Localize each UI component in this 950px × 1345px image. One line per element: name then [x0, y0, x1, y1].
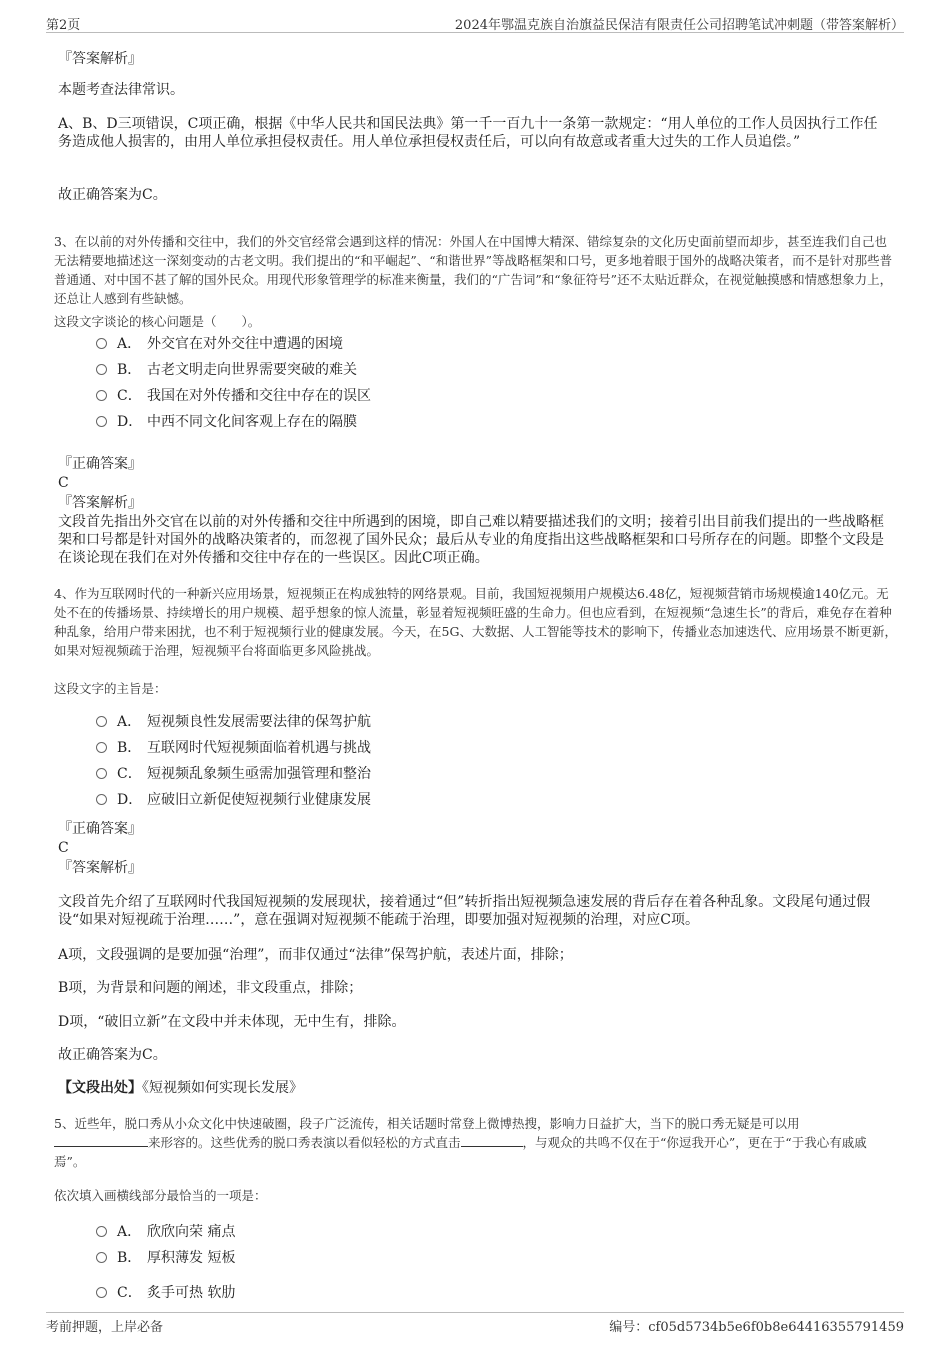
option-text: 炙手可热 软肋 — [147, 1285, 236, 1301]
q2-analysis-p1: 本题考查法律常识。 — [58, 82, 184, 98]
code-value: cf05d5734b5e6f0b8e64416355791459 — [648, 1320, 904, 1335]
radio-icon[interactable] — [96, 1287, 107, 1298]
code-label: 编号： — [609, 1320, 649, 1335]
q3-option-b[interactable] — [96, 360, 357, 380]
option-key: A． — [117, 1224, 142, 1240]
option-text: 古老文明走向世界需要突破的难关 — [147, 362, 357, 378]
option-key: D． — [117, 414, 143, 430]
radio-icon[interactable] — [96, 416, 107, 427]
option-key: A． — [117, 714, 142, 730]
option-key: B． — [117, 1250, 142, 1266]
option-text: 短视频乱象频生亟需加强管理和整治 — [147, 766, 371, 782]
document-code — [609, 1316, 904, 1335]
option-key: A． — [117, 336, 142, 352]
radio-icon[interactable] — [96, 768, 107, 779]
option-key: C． — [117, 388, 142, 404]
q3-option-d[interactable] — [96, 412, 357, 432]
source-title: 《短视频如何实现长发展》 — [142, 1080, 303, 1096]
q4-answer: C — [58, 840, 69, 856]
q4-stem: 4、作为互联网时代的一种新兴应用场景，短视频正在构成独特的网络景观。目前，我国短视频用户规模达6.48亿，短视频营销市场规模逾140亿元。无处不在的传播场景、持续增长的用户规模、超乎想象的惊人流量，彰显着短视频旺盛的生命力。但也应看到，在短视频“急速生长”的背后，难免存在着种种乱象，给用户带来困扰，也不利于短视频行业的健康发展。今天，在5G、大数据、人工智能等技术的影响下，传播业态加速迭代、应用场景不断更新，如果对短视频疏于治理，短视频平台将面临更多风险挑战。 — [54, 586, 897, 658]
option-text: 中西不同文化间客观上存在的隔膜 — [147, 414, 357, 430]
q5-stem-part3: ，与观众的共鸣不仅在于“你逗我开心”，更在于“于我心有戚戚焉”。 — [54, 1135, 867, 1169]
q3-option-a[interactable] — [96, 334, 343, 354]
page-header — [46, 14, 904, 33]
q4-analysis-p3: B项，为背景和问题的阐述，非文段重点，排除； — [58, 980, 363, 996]
radio-icon[interactable] — [96, 794, 107, 805]
option-text: 互联网时代短视频面临着机遇与挑战 — [147, 740, 371, 756]
page-number: 第2页 — [46, 18, 81, 33]
q5-blank-2 — [461, 1134, 523, 1147]
q4-option-c[interactable] — [96, 764, 371, 784]
radio-icon[interactable] — [96, 1226, 107, 1237]
q3-analysis: 文段首先指出外交官在以前的对外传播和交往中所遇到的困境，即自己难以精要描述我们的文明；接着引出目前我们提出的一些战略框架和口号都是针对国外的战略决策者的，而忽视了国外民众；最后从专业的角度指出这些战略框架和口号所存在的问题。即整个文段是在谈论现在我们在对外传播和交往中存在的一些误区。因此C项正确。 — [58, 514, 884, 566]
q4-analysis-title: 『答案解析』 — [58, 860, 142, 876]
radio-icon[interactable] — [96, 338, 107, 349]
q5-option-b[interactable] — [96, 1248, 235, 1268]
q3-stem: 3、在以前的对外传播和交往中，我们的外交官经常会遇到这样的情况：外国人在中国博大精深、错综复杂的文化历史面前望而却步，甚至连我们自己也无法精要地描述这一深刻变动的古老文明。我们提出的“和平崛起”、“和谐世界”等战略框架和口号，更多地着眼于国外的战略决策者，而不是针对那些普普通通、对中国不甚了解的国外民众。用现代形象管理学的标准来衡量，我们的“广告词”和“象征符号”还不太贴近群众，在视觉触摸感和情感想象力上，还总让人感到有些缺憾。 — [54, 234, 893, 306]
radio-icon[interactable] — [96, 716, 107, 727]
option-key: B． — [117, 740, 142, 756]
q4-analysis-p5: 故正确答案为C。 — [58, 1047, 167, 1063]
q4-analysis-p2: A项，文段强调的是要加强“治理”，而非仅通过“法律”保驾护航，表述片面，排除； — [58, 947, 573, 963]
q5-stem-part1: 5、近些年，脱口秀从小众文化中快速破圈，段子广泛流传，相关话题时常登上微博热搜，影响力日益扩大，当下的脱口秀无疑是可以用 — [54, 1116, 800, 1131]
q4-answer-title: 『正确答案』 — [58, 821, 142, 837]
q4-source — [58, 1079, 888, 1097]
q5-stem-part2: 来形容的。这些优秀的脱口秀表演以看似轻松的方式直击 — [148, 1135, 461, 1150]
q3-answer-title: 『正确答案』 — [58, 456, 142, 472]
q5-blank-1 — [54, 1134, 148, 1147]
footer-slogan: 考前押题，上岸必备 — [46, 1320, 164, 1335]
q5-stem — [54, 1114, 898, 1171]
option-text: 应破旧立新促使短视频行业健康发展 — [147, 792, 371, 808]
q4-option-a[interactable] — [96, 712, 371, 732]
radio-icon[interactable] — [96, 364, 107, 375]
document-title: 2024年鄂温克族自治旗益民保洁有限责任公司招聘笔试冲刺题（带答案解析） — [454, 18, 904, 33]
q2-analysis-p2: A、B、D三项错误，C项正确，根据《中华人民共和国民法典》第一千一百九十一条第一款规定：“用人单位的工作人员因执行工作任务造成他人损害的，由用人单位承担侵权责任。用人单位承担侵权责任后，可以向有故意或者重大过失的工作人员追偿。” — [58, 116, 878, 150]
option-text: 外交官在对外交往中遭遇的困境 — [147, 336, 343, 352]
q5-question: 依次填入画横线部分最恰当的一项是： — [54, 1188, 267, 1203]
q4-analysis-p1: 文段首先介绍了互联网时代我国短视频的发展现状，接着通过“但”转折指出短视频急速发展的背后存在着各种乱象。文段尾句通过假设“如果对短视疏于治理……”，意在强调对短视频不能疏于治理，即要加强对短视频的治理，对应C项。 — [58, 894, 871, 928]
option-key: C． — [117, 766, 142, 782]
q2-analysis-p3: 故正确答案为C。 — [58, 187, 167, 203]
radio-icon[interactable] — [96, 390, 107, 401]
q3-option-c[interactable] — [96, 386, 371, 406]
q3-answer: C — [58, 475, 69, 491]
option-text: 短视频良性发展需要法律的保驾护航 — [147, 714, 371, 730]
q4-question: 这段文字的主旨是： — [54, 681, 167, 696]
page-footer — [46, 1312, 904, 1334]
option-text: 欣欣向荣 痛点 — [147, 1224, 236, 1240]
option-key: D． — [117, 792, 143, 808]
radio-icon[interactable] — [96, 1252, 107, 1263]
option-key: B． — [117, 362, 142, 378]
q4-analysis-p4: D项，“破旧立新”在文段中并未体现，无中生有，排除。 — [58, 1014, 406, 1030]
q2-analysis-title: 『答案解析』 — [58, 51, 142, 67]
q5-option-c[interactable] — [96, 1283, 235, 1303]
q3-question: 这段文字谈论的核心问题是（ ）。 — [54, 314, 261, 329]
q5-option-a[interactable] — [96, 1222, 235, 1242]
q3-analysis-title: 『答案解析』 — [58, 495, 142, 511]
option-text: 厚积薄发 短板 — [147, 1250, 236, 1266]
radio-icon[interactable] — [96, 742, 107, 753]
q4-option-d[interactable] — [96, 790, 371, 810]
option-key: C． — [117, 1285, 142, 1301]
option-text: 我国在对外传播和交往中存在的误区 — [147, 388, 371, 404]
source-label: 【文段出处】 — [58, 1080, 142, 1096]
q4-option-b[interactable] — [96, 738, 371, 758]
